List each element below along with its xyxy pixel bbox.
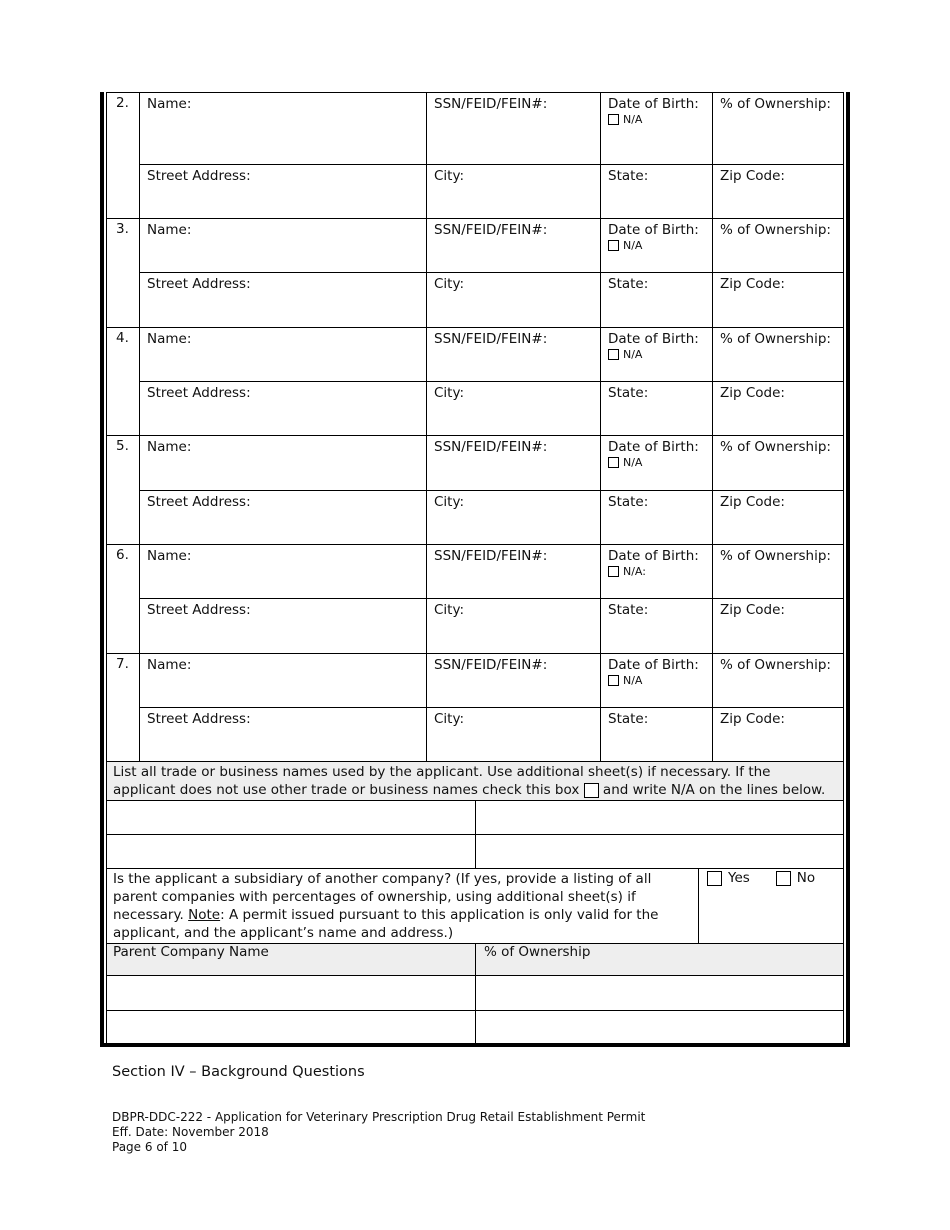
owner-name-field[interactable]: Name: [140, 219, 427, 273]
owner-row [107, 545, 844, 599]
page-number: Page 6 of 10 [112, 1140, 187, 1154]
owner-dob-field[interactable]: Date of Birth: N/A [601, 328, 713, 382]
parent-company-name-field[interactable] [107, 1011, 476, 1046]
owner-zip-field[interactable]: Zip Code: [713, 708, 844, 762]
trade-name-field[interactable] [476, 835, 844, 869]
parent-ownership-field[interactable] [476, 1011, 844, 1046]
dob-na-checkbox[interactable] [608, 240, 619, 251]
owner-zip-field[interactable]: Zip Code: [713, 491, 844, 545]
no-trade-names-checkbox[interactable] [584, 783, 599, 798]
owner-address-row [107, 165, 844, 219]
owner-zip-field[interactable]: Zip Code: [713, 599, 844, 654]
owner-address-row [107, 708, 844, 762]
yes-checkbox[interactable] [707, 871, 722, 886]
owner-ownership-field[interactable]: % of Ownership: [713, 328, 844, 382]
section-title: Section IV – Background Questions [112, 1064, 365, 1080]
owner-row [107, 93, 844, 165]
parent-company-name-field[interactable] [107, 976, 476, 1011]
trade-names-table [106, 761, 844, 1046]
owner-state-field[interactable]: State: [601, 491, 713, 545]
owner-street-field[interactable]: Street Address: [140, 599, 427, 654]
owner-state-field[interactable]: State: [601, 165, 713, 219]
owner-state-field[interactable]: State: [601, 708, 713, 762]
owner-ssn-field[interactable]: SSN/FEID/FEIN#: [427, 654, 601, 708]
owner-dob-field[interactable]: Date of Birth: N/A [601, 654, 713, 708]
owner-state-field[interactable]: State: [601, 382, 713, 436]
owner-city-field[interactable]: City: [427, 273, 601, 328]
ownership-header: % of Ownership [476, 944, 844, 976]
owner-name-field[interactable]: Name: [140, 436, 427, 491]
owner-street-field[interactable]: Street Address: [140, 165, 427, 219]
owner-name-field[interactable]: Name: [140, 654, 427, 708]
dob-na-checkbox[interactable] [608, 349, 619, 360]
owner-row [107, 654, 844, 708]
trade-name-field[interactable] [107, 801, 476, 835]
dob-na-checkbox[interactable] [608, 114, 619, 125]
trade-name-field[interactable] [107, 835, 476, 869]
trade-name-field[interactable] [476, 801, 844, 835]
owner-ownership-field[interactable]: % of Ownership: [713, 436, 844, 491]
owner-city-field[interactable]: City: [427, 599, 601, 654]
owner-zip-field[interactable]: Zip Code: [713, 382, 844, 436]
owner-number: 5. [107, 436, 140, 545]
no-checkbox[interactable] [776, 871, 791, 886]
owner-number: 6. [107, 545, 140, 654]
owner-number: 7. [107, 654, 140, 762]
owner-street-field[interactable]: Street Address: [140, 708, 427, 762]
owner-row [107, 219, 844, 273]
owner-street-field[interactable]: Street Address: [140, 273, 427, 328]
owner-number: 2. [107, 93, 140, 219]
owner-dob-field[interactable]: Date of Birth: N/A [601, 219, 713, 273]
owner-ssn-field[interactable]: SSN/FEID/FEIN#: [427, 219, 601, 273]
owner-street-field[interactable]: Street Address: [140, 491, 427, 545]
owner-address-row [107, 491, 844, 545]
owner-address-row [107, 599, 844, 654]
owner-city-field[interactable]: City: [427, 708, 601, 762]
owner-row [107, 328, 844, 382]
owner-city-field[interactable]: City: [427, 165, 601, 219]
owner-city-field[interactable]: City: [427, 382, 601, 436]
owner-number: 3. [107, 219, 140, 328]
owner-row [107, 436, 844, 491]
owner-ssn-field[interactable]: SSN/FEID/FEIN#: [427, 93, 601, 165]
owner-ssn-field[interactable]: SSN/FEID/FEIN#: [427, 328, 601, 382]
owners-table [106, 92, 844, 762]
owner-dob-field[interactable]: Date of Birth: N/A: [601, 545, 713, 599]
owner-address-row [107, 273, 844, 328]
dob-na-checkbox[interactable] [608, 675, 619, 686]
page-footer [112, 1110, 645, 1155]
owner-dob-field[interactable]: Date of Birth: N/A [601, 93, 713, 165]
owner-ownership-field[interactable]: % of Ownership: [713, 219, 844, 273]
owner-state-field[interactable]: State: [601, 273, 713, 328]
owner-ownership-field[interactable]: % of Ownership: [713, 654, 844, 708]
owner-address-row [107, 382, 844, 436]
subsidiary-question: Is the applicant a subsidiary of another company? (If yes, provide a listing of all parent companies with percentages of ownership, using additional sheet(s) if necessary. Note: A permit issued pursuant to this application is only valid for the applicant, and the applicant’s name and address.) [107, 869, 699, 944]
owner-street-field[interactable]: Street Address: [140, 382, 427, 436]
parent-ownership-field[interactable] [476, 976, 844, 1011]
trade-names-instruction: List all trade or business names used by the applicant. Use additional sheet(s) if necessary. If the applicant does not use other trade or business names check this box and write N/A on the lines below. [107, 762, 844, 801]
owner-ssn-field[interactable]: SSN/FEID/FEIN#: [427, 436, 601, 491]
parent-company-header: Parent Company Name [107, 944, 476, 976]
owner-zip-field[interactable]: Zip Code: [713, 165, 844, 219]
owner-name-field[interactable]: Name: [140, 328, 427, 382]
effective-date: Eff. Date: November 2018 [112, 1125, 269, 1139]
owner-name-field[interactable]: Name: [140, 545, 427, 599]
owner-city-field[interactable]: City: [427, 491, 601, 545]
dob-na-checkbox[interactable] [608, 457, 619, 468]
subsidiary-answer: Yes No [699, 869, 844, 944]
owner-state-field[interactable]: State: [601, 599, 713, 654]
owner-name-field[interactable]: Name: [140, 93, 427, 165]
owner-dob-field[interactable]: Date of Birth: N/A [601, 436, 713, 491]
owner-number: 4. [107, 328, 140, 436]
owner-zip-field[interactable]: Zip Code: [713, 273, 844, 328]
owner-ownership-field[interactable]: % of Ownership: [713, 545, 844, 599]
owner-ownership-field[interactable]: % of Ownership: [713, 93, 844, 165]
owner-ssn-field[interactable]: SSN/FEID/FEIN#: [427, 545, 601, 599]
form-id: DBPR-DDC-222 - Application for Veterinary Prescription Drug Retail Establishment Permit [112, 1110, 646, 1124]
dob-na-checkbox[interactable] [608, 566, 619, 577]
